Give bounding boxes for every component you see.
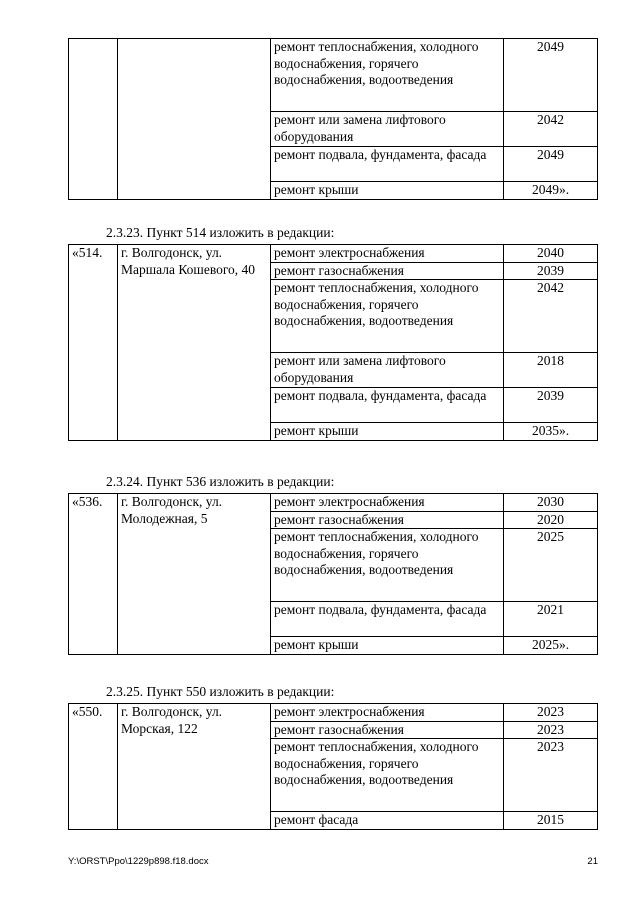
year-cell: 2049». [504,182,598,200]
year-cell: 2030 [504,494,598,512]
table-row [69,704,598,722]
year-cell: 2023 [504,721,598,739]
work-cell: ремонт крыши [271,637,504,655]
year-cell: 2015 [504,812,598,830]
number-cell: «550. [69,704,118,830]
year-cell: 2023 [504,704,598,722]
year-cell: 2020 [504,511,598,529]
work-cell: ремонт газоснабжения [271,511,504,529]
work-cell: ремонт фасада [271,812,504,830]
year-cell: 2025 [504,529,598,602]
address-cell: г. Волгодонск, ул. Морская, 122 [118,704,271,830]
work-cell: ремонт подвала, фундамента, фасада [271,147,504,182]
year-cell: 2049 [504,39,598,112]
table-row [69,494,598,512]
work-cell: ремонт газоснабжения [271,262,504,280]
section-heading: 2.3.23. Пункт 514 изложить в редакции: [106,225,335,240]
year-cell: 2023 [504,739,598,812]
work-cell: ремонт крыши [271,423,504,441]
work-cell: ремонт электроснабжения [271,494,504,512]
year-cell: 2042 [504,280,598,353]
table-row [69,39,598,112]
work-cell: ремонт крыши [271,182,504,200]
year-cell: 2039 [504,388,598,423]
year-cell: 2042 [504,112,598,147]
continuation-table [68,38,598,200]
footer-file-path: Y:\ORST\Ppo\1229p898.f18.docx [68,856,209,867]
address-cell [118,39,271,200]
page-number: 21 [587,856,598,867]
work-cell: ремонт теплоснабжения, холодного водоснабжения, горячего водоснабжения, водоотведения [271,739,504,812]
work-cell: ремонт теплоснабжения, холодного водоснабжения, горячего водоснабжения, водоотведения [271,39,504,112]
table-row [69,245,598,263]
address-cell: г. Волгодонск, ул. Маршала Кошевого, 40 [118,245,271,441]
section-table [68,493,598,655]
year-cell: 2049 [504,147,598,182]
section-heading: 2.3.24. Пункт 536 изложить в редакции: [106,474,335,489]
work-cell: ремонт или замена лифтового оборудования [271,353,504,388]
work-cell: ремонт или замена лифтового оборудования [271,112,504,147]
number-cell: «514. [69,245,118,441]
number-cell: «536. [69,494,118,655]
section-table [68,244,598,441]
year-cell: 2039 [504,262,598,280]
work-cell: ремонт подвала, фундамента, фасада [271,388,504,423]
year-cell: 2035». [504,423,598,441]
work-cell: ремонт теплоснабжения, холодного водоснабжения, горячего водоснабжения, водоотведения [271,529,504,602]
work-cell: ремонт электроснабжения [271,704,504,722]
year-cell: 2040 [504,245,598,263]
year-cell: 2018 [504,353,598,388]
work-cell: ремонт теплоснабжения, холодного водоснабжения, горячего водоснабжения, водоотведения [271,280,504,353]
section-table [68,703,598,830]
year-cell: 2021 [504,602,598,637]
section-heading: 2.3.25. Пункт 550 изложить в редакции: [106,684,335,699]
work-cell: ремонт электроснабжения [271,245,504,263]
year-cell: 2025». [504,637,598,655]
work-cell: ремонт подвала, фундамента, фасада [271,602,504,637]
work-cell: ремонт газоснабжения [271,721,504,739]
address-cell: г. Волгодонск, ул. Молодежная, 5 [118,494,271,655]
number-cell [69,39,118,200]
